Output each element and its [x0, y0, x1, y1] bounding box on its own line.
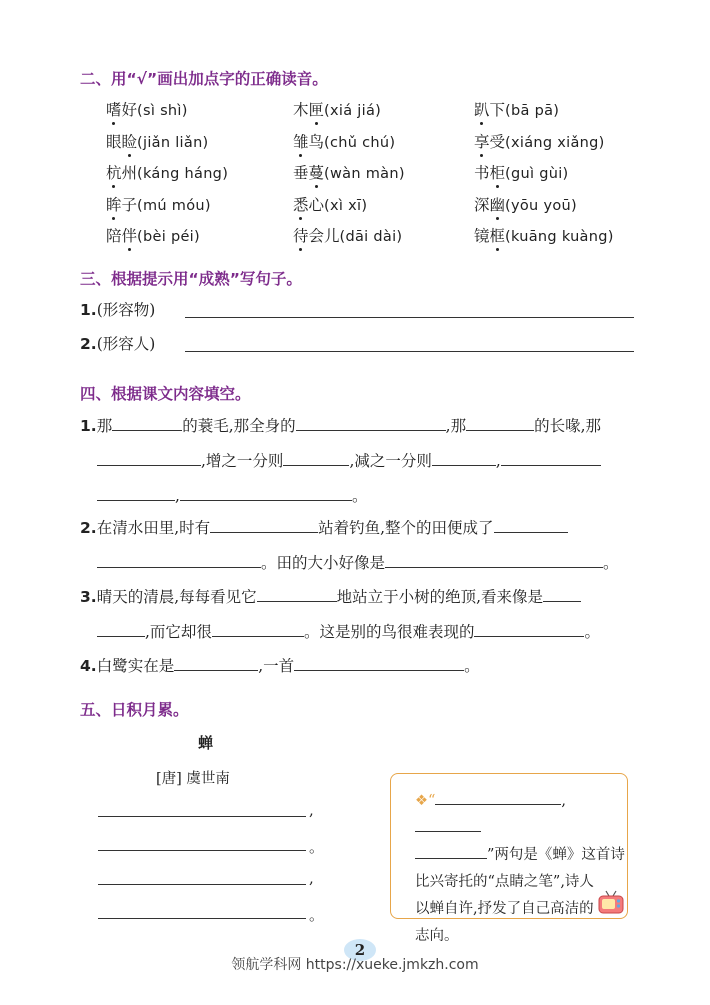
dotted-char: 伴: [121, 227, 138, 245]
pinyin-item: 深幽(yōu yoū): [474, 196, 577, 214]
poem-punct-3: ,: [309, 869, 314, 887]
dotted-char: 蔓: [308, 164, 325, 182]
pinyin-item: 垂蔓(wàn màn): [293, 164, 405, 182]
blank[interactable]: [210, 518, 318, 533]
blank[interactable]: [97, 486, 175, 501]
dotted-char: 幽: [489, 196, 506, 214]
footer-watermark: 领航学科网 https://xueke.jmkzh.com: [231, 957, 479, 973]
reading-options[interactable]: (chǔ chú): [324, 135, 396, 151]
dotted-char: 杭: [106, 164, 122, 182]
reading-options[interactable]: (bèi péi): [137, 229, 200, 245]
section-4-title: 四、根据课文内容填空。: [80, 385, 251, 403]
blank[interactable]: [501, 451, 601, 466]
blank[interactable]: [543, 587, 581, 602]
reading-options[interactable]: (xiáng xiǎng): [505, 135, 605, 151]
poem-line-4[interactable]: [98, 917, 306, 919]
page-number: 2: [354, 941, 366, 959]
reading-options[interactable]: (jiǎn liǎn): [137, 135, 209, 151]
blank[interactable]: [97, 553, 261, 568]
tip-box: [390, 773, 628, 944]
section-5-title: 五、日积月累。: [80, 701, 189, 719]
dotted-char: 匣: [308, 101, 325, 119]
pinyin-item: 享受(xiáng xiǎng): [474, 133, 605, 151]
blank[interactable]: [385, 553, 603, 568]
blank[interactable]: [296, 416, 446, 431]
poem-punct-1: ,: [309, 801, 314, 819]
pinyin-item: 眼睑(jiǎn liǎn): [106, 133, 209, 151]
s4-q3-line1: 3.晴天的清晨,每每看见它 地站立于小树的绝顶,看来像是: [80, 587, 581, 607]
reading-options[interactable]: (wàn màn): [324, 166, 405, 182]
poem-line-2[interactable]: [98, 849, 306, 851]
blank[interactable]: [415, 845, 487, 859]
section-2-title: 二、用“√”画出加点字的正确读音。: [80, 70, 328, 88]
reading-options[interactable]: (kuāng kuàng): [505, 229, 614, 245]
blank[interactable]: [97, 622, 145, 637]
dotted-char: 睑: [121, 133, 138, 151]
s3-question-2: 2.(形容人): [80, 335, 156, 353]
tip-text: ❖“ , ”两句是《蝉》这首诗 比兴寄托的“点睛之笔”,诗人 以蝉自许,抒发了自己高洁的 志向。: [415, 793, 625, 944]
reading-options[interactable]: (guì gùi): [505, 166, 569, 182]
dotted-char: 悉: [293, 196, 309, 214]
blank[interactable]: [212, 622, 304, 637]
poem-line-1[interactable]: [98, 815, 306, 817]
pinyin-item: 杭州(káng háng): [106, 164, 229, 182]
blank[interactable]: [466, 416, 534, 431]
poem-author: [唐] 虞世南: [156, 771, 230, 787]
dotted-char: 嗜: [106, 101, 122, 119]
pinyin-item: 趴下(bā pā): [474, 101, 560, 119]
s4-q1-line1: 1.那 的蓑毛,那全身的 ,那 的长喙,那: [80, 417, 602, 435]
blank[interactable]: [474, 622, 584, 637]
reading-options[interactable]: (dāi dài): [339, 229, 403, 245]
reading-options[interactable]: (sì shì): [137, 103, 188, 119]
pinyin-item: 陪伴(bèi péi): [106, 227, 200, 245]
blank[interactable]: [97, 451, 201, 466]
pinyin-item: 镜框(kuāng kuàng): [474, 227, 614, 245]
poem-title: 蝉: [198, 734, 214, 752]
blank[interactable]: [294, 656, 464, 671]
blank[interactable]: [257, 587, 337, 602]
dotted-char: 柜: [489, 164, 506, 182]
pinyin-item: 嗜好(sì shì): [106, 101, 188, 119]
dotted-char: 框: [489, 227, 506, 245]
pinyin-item: 悉心(xì xī): [293, 196, 368, 214]
pinyin-item: 雏鸟(chǔ chú): [293, 133, 396, 151]
dotted-char: 雏: [293, 133, 309, 151]
s3-question-1: 1.(形容物): [80, 301, 156, 319]
pinyin-item: 木匣(xiá jiá): [293, 101, 382, 119]
section-3-title: 三、根据提示用“成熟”写句子。: [80, 270, 302, 288]
s4-q3-line2: ,而它却很 。这是别的鸟很难表现的 。: [97, 622, 600, 642]
s4-q2-line1: 2.在清水田里,时有 站着钓鱼,整个的田便成了: [80, 518, 568, 538]
poem-punct-4: 。: [309, 906, 325, 924]
s3-answer-line-2[interactable]: [185, 351, 634, 352]
pinyin-item: 待会儿(dāi dài): [293, 227, 403, 245]
dotted-char: 眸: [106, 196, 122, 214]
reading-options[interactable]: (bā pā): [505, 103, 560, 119]
pinyin-item: 书柜(guì gùi): [474, 164, 569, 182]
dotted-char: 享: [474, 133, 490, 151]
tv-icon: [597, 890, 625, 916]
reading-options[interactable]: (mú móu): [137, 198, 211, 214]
poem-line-3[interactable]: [98, 883, 306, 885]
blank[interactable]: [432, 451, 496, 466]
blank[interactable]: [415, 818, 481, 832]
s4-q4-line1: 4.白鹭实在是 ,一首 。: [80, 657, 480, 675]
reading-options[interactable]: (yōu yoū): [505, 198, 577, 214]
blank[interactable]: [283, 451, 349, 466]
reading-options[interactable]: (xì xī): [324, 198, 368, 214]
blank[interactable]: [494, 518, 568, 533]
pinyin-item: 眸子(mú móu): [106, 196, 211, 214]
blank[interactable]: [174, 656, 258, 671]
blank[interactable]: [180, 486, 352, 501]
s4-q2-line2: 。田的大小好像是 。: [97, 553, 619, 573]
s3-answer-line-1[interactable]: [185, 317, 634, 318]
dotted-char: 趴: [474, 101, 490, 119]
poem-punct-2: 。: [309, 838, 325, 856]
reading-options[interactable]: (káng háng): [137, 166, 229, 182]
s4-q1-line3: , 。: [97, 486, 367, 506]
reading-options[interactable]: (xiá jiá): [324, 103, 382, 119]
s4-q1-line2: ,增之一分则 ,减之一分则 ,: [97, 451, 601, 471]
dotted-char: 待: [293, 227, 309, 245]
blank[interactable]: [112, 416, 182, 431]
blank[interactable]: [435, 791, 561, 805]
